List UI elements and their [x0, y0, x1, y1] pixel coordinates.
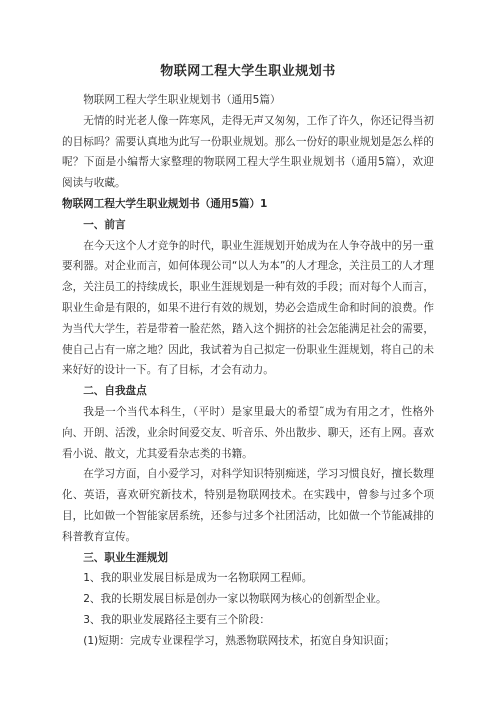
- section-heading-preface: 一、前言: [83, 218, 126, 231]
- self-assessment-paragraph-1: 我是一个当代本科生，（平时）是家里最大的希望˜成为有用之才，性格外向、开朗、活泼，业余时间爱交友、听音乐、外出散步、聊天，还有上网。喜欢看小说、散文，尤其爱看杂志类的书籍。: [62, 405, 434, 460]
- intro-line: 物联网工程大学生职业规划书（通用5篇）: [83, 94, 281, 106]
- career-plan-item-1: 1、我的职业发展目标是成为一名物联网工程师。: [83, 572, 313, 585]
- intro-paragraph: 无情的时光老人像一阵寒风，走得无声又匆匆，工作了许久，你还记得当初的目标吗？需要认真地为此写一份职业规划。那么一份好的职业规划是怎么样的呢？下面是小编帮大家整理的物联网工程大学生职业规划书（通用5篇），欢迎阅读与收藏。: [62, 114, 434, 190]
- article-heading: 物联网工程大学生职业规划书（通用5篇）1: [62, 197, 268, 210]
- section-heading-career-plan: 三、职业生涯规划: [83, 551, 168, 564]
- career-plan-item-2: 2、我的长期发展目标是创办一家以物联网为核心的创新型企业。: [83, 593, 387, 606]
- preface-paragraph: 在今天这个人才竞争的时代，职业生涯规划开始成为在人争夺战中的另一重要利器。对企业而言，如何体现公司“以人为本”的人才理念，关注员工的人才理念，关注员工的持续成长，职业生涯规划是一种有效的手段；而对每个人而言，职业生命是有限的，如果不进行有效的规划，势必会造成生命和时间的浪费。作为当代大学生，若是带着一脸茫然，踏入这个拥挤的社会怎能满足社会的需要，使自己占有一席之地？因此，我试着为自己拟定一份职业生涯规划，将自己的未来好好的设计一下。有了目标，才会有动力。: [62, 239, 434, 377]
- document-title: 物联网工程大学生职业规划书: [160, 64, 336, 79]
- self-assessment-paragraph-2: 在学习方面，自小爱学习，对科学知识特别痴迷，学习习惯良好，擅长数理化、英语，喜欢研究新技术，特别是物联网技术。在实践中，曾参与过多个项目，比如做一个智能家居系统，还参与过多个社团活动，比如做一个节能减排的科普教育宣传。: [62, 468, 434, 543]
- career-plan-item-4: (1)短期：完成专业课程学习，熟悉物联网技术，拓宽自身知识面；: [83, 634, 395, 647]
- section-heading-self-assessment: 二、自我盘点: [83, 385, 147, 398]
- career-plan-item-3: 3、我的职业发展路径主要有三个阶段：: [83, 613, 271, 626]
